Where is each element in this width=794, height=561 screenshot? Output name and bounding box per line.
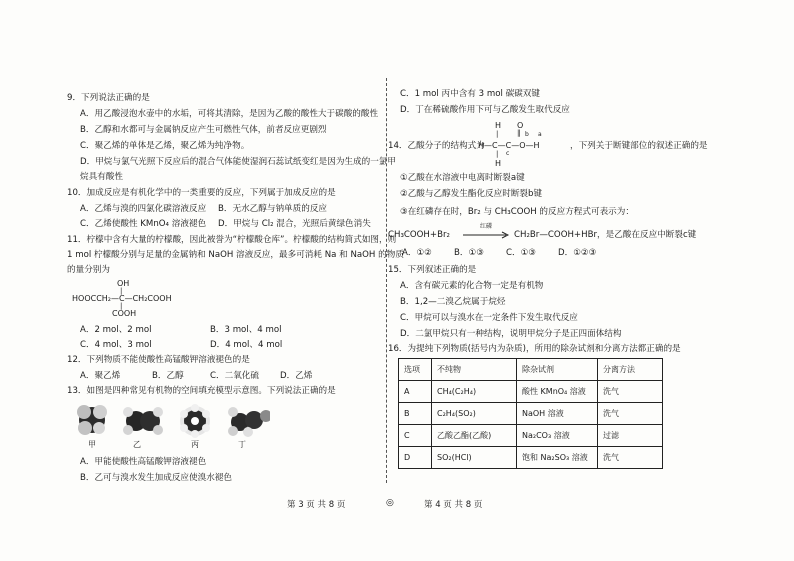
q11-stem-line1: 11．柠檬中含有大量的柠檬酸，因此被誉为“柠檬酸仓库”。柠檬酸的结构简式如图，则 (67, 235, 397, 245)
q13-option-a: A．甲能使酸性高锰酸钾溶液褪色 (80, 457, 207, 467)
q13-option-d: D．丁在稀硫酸作用下可与乙酸发生取代反应 (400, 105, 570, 115)
q14-statement-2: ②乙酸与乙醇发生酯化反应时断裂b键 (400, 189, 543, 199)
q10-option-a: A．乙烯与溴的四氯化碳溶液反应 (80, 204, 207, 214)
struct-label-b: b (525, 131, 529, 138)
struct-label-c: c (506, 150, 510, 157)
q11-option-c: C．4 mol、3 mol (80, 340, 152, 350)
struct-bond-bottom: | (120, 302, 123, 310)
q11-stem-line2: 1 mol 柠檬酸分别与足量的金属钠和 NaOH 溶液反应，最多可消耗 Na 和 NaOH 的物质 (67, 250, 404, 260)
q14-statement-1: ①乙酸在水溶液中电离时断裂a键 (400, 173, 525, 183)
model-label-yi: 乙 (133, 440, 141, 449)
table-row (399, 425, 663, 447)
struct-h-bottom: H (495, 159, 502, 168)
q16-stem: 16．为提纯下列物质(括号内为杂质)，所用的除杂试剂和分离方法都正确的是 (388, 344, 681, 354)
table-cell: 洗气 (598, 403, 663, 425)
model-label-ding: 丁 (238, 440, 246, 449)
q10-stem: 10．加成反应是有机化学中的一类重要的反应，下列属于加成反应的是 (67, 188, 336, 198)
table-cell: 乙酸乙酯(乙酸) (432, 425, 517, 447)
struct-double-bond: ‖ (517, 129, 521, 137)
table-cell: 酸性 KMnO₄ 溶液 (517, 381, 598, 403)
footer-right-page-number: 第 4 页 共 8 页 (424, 500, 483, 510)
q12-stem: 12．下列物质不能使酸性高锰酸钾溶液褪色的是 (67, 355, 250, 365)
q14-equation-right: CH₂Br—COOH+HBr，是乙酸在反应中断裂c键 (514, 230, 697, 240)
table-cell: A (399, 381, 432, 403)
struct-row: H—C—C—O—H (478, 141, 540, 150)
table-cell: 洗气 (598, 447, 663, 469)
q14-equation-condition: 红磷 (479, 223, 492, 230)
table-header-cell: 除杂试剂 (517, 359, 598, 381)
table-cell: 饱和 Na₂SO₃ 溶液 (517, 447, 598, 469)
struct-cooh: COOH (112, 309, 137, 318)
space-filling-models (70, 402, 270, 440)
q9-stem: 9．下列说法正确的是 (67, 93, 150, 103)
ethylene-model-icon (123, 407, 163, 435)
struct-bond-top: | (120, 287, 123, 295)
q14-stem-a: 14．乙酸分子的结构式为 (388, 141, 485, 151)
q11-option-d: D．4 mol、4 mol (210, 340, 283, 350)
struct-label-a: a (538, 131, 542, 138)
q11-stem-line3: 的量分别为 (67, 265, 110, 275)
q11-option-a: A．2 mol、2 mol (80, 325, 152, 335)
table-cell: C₂H₄(SO₂) (432, 403, 517, 425)
q12-option-b: B．乙醇 (152, 371, 184, 381)
ethanol-model-icon (228, 407, 270, 437)
q15-option-c: C．甲烷可以与溴水在一定条件下发生取代反应 (400, 313, 578, 323)
q12-option-d: D．乙烯 (280, 371, 313, 381)
struct-oh: OH (117, 279, 130, 288)
q15-option-a: A．含有碳元素的化合物一定是有机物 (400, 281, 544, 291)
table-header-cell: 分离方法 (598, 359, 663, 381)
table-row (399, 447, 663, 469)
benzene-model-icon (180, 404, 210, 438)
q12-option-a: A．聚乙烯 (80, 371, 121, 381)
q10-option-d: D．甲烷与 Cl₂ 混合，光照后黄绿色消失 (218, 219, 371, 229)
table-header-row (399, 359, 663, 381)
q14-option-a: A．①② (402, 248, 432, 258)
q10-option-c: C．乙烯使酸性 KMnO₄ 溶液褪色 (80, 219, 207, 229)
table-cell: Na₂CO₃ 溶液 (517, 425, 598, 447)
q14-option-b: B．①③ (454, 248, 484, 258)
column-divider (386, 78, 387, 483)
table-cell: 洗气 (598, 381, 663, 403)
acetic-acid-structure (478, 122, 570, 170)
q14-option-d: D．①②③ (558, 248, 597, 258)
citric-acid-structure (72, 280, 192, 320)
q15-option-d: D．二氯甲烷只有一种结构，说明甲烷分子是正四面体结构 (400, 329, 622, 339)
table-cell: D (399, 447, 432, 469)
q13-stem: 13．如图是四种常见有机物的空间填充模型示意图。下列说法正确的是 (67, 386, 336, 396)
q12-option-c: C．二氧化硫 (210, 371, 259, 381)
struct-o-top: O (517, 121, 524, 130)
table-cell: 过滤 (598, 425, 663, 447)
q9-option-d-line2: 烷具有酸性 (80, 172, 123, 182)
q13-option-c: C．1 mol 丙中含有 3 mol 碳碳双键 (400, 89, 540, 99)
q14-option-c: C．①③ (506, 248, 537, 258)
table-header-cell: 不纯物 (432, 359, 517, 381)
q10-option-b: B．无水乙醇与钠单质的反应 (218, 204, 328, 214)
q9-option-d-line1: D．甲烷与氯气光照下反应后的混合气体能使湿润石蕊试纸变红是因为生成的一氯甲 (80, 157, 396, 167)
table-cell: SO₂(HCl) (432, 447, 517, 469)
table-header-cell: 选项 (399, 359, 432, 381)
table-cell: C (399, 425, 432, 447)
footer-left-page-number: 第 3 页 共 8 页 (287, 500, 346, 510)
q15-stem: 15．下列叙述正确的是 (388, 265, 477, 275)
q9-option-c: C．聚乙烯的单体是乙烯，聚乙烯为纯净物。 (80, 141, 250, 151)
struct-h-top: H (495, 121, 502, 130)
model-label-jia: 甲 (88, 440, 96, 449)
q14-statement-3: ③在红磷存在时，Br₂ 与 CH₃COOH 的反应方程式可表示为： (400, 207, 634, 217)
q16-table (398, 358, 663, 469)
q15-option-b: B．1,2—二溴乙烷属于烷烃 (400, 297, 506, 307)
table-cell: CH₄(C₂H₄) (432, 381, 517, 403)
table-row (399, 381, 663, 403)
struct-bond-h: | (496, 130, 499, 138)
q13-option-b: B．乙可与溴水发生加成反应使溴水褪色 (80, 473, 232, 483)
struct-bond-hb: | (496, 150, 499, 158)
table-cell: B (399, 403, 432, 425)
q14-stem-b: ，下列关于断键部位的叙述正确的是 (570, 141, 708, 151)
reaction-arrow-icon (462, 231, 510, 239)
q9-option-b: B．乙醇和水都可与金属钠反应产生可燃性气体，前者反应更剧烈 (80, 125, 327, 135)
q14-equation-left: CH₃COOH+Br₂ (388, 230, 450, 240)
model-label-bing: 丙 (191, 440, 199, 449)
table-row (399, 403, 663, 425)
struct-main-chain: HOOCCH₂—C—CH₂COOH (72, 294, 172, 303)
footer-center-mark: ◎ (386, 498, 394, 508)
q11-option-b: B．3 mol、4 mol (210, 325, 282, 335)
table-cell: NaOH 溶液 (517, 403, 598, 425)
q9-option-a: A．用乙酸浸泡水壶中的水垢，可将其清除，是因为乙酸的酸性大于碳酸的酸性 (80, 109, 379, 119)
methane-model-icon (77, 405, 107, 435)
